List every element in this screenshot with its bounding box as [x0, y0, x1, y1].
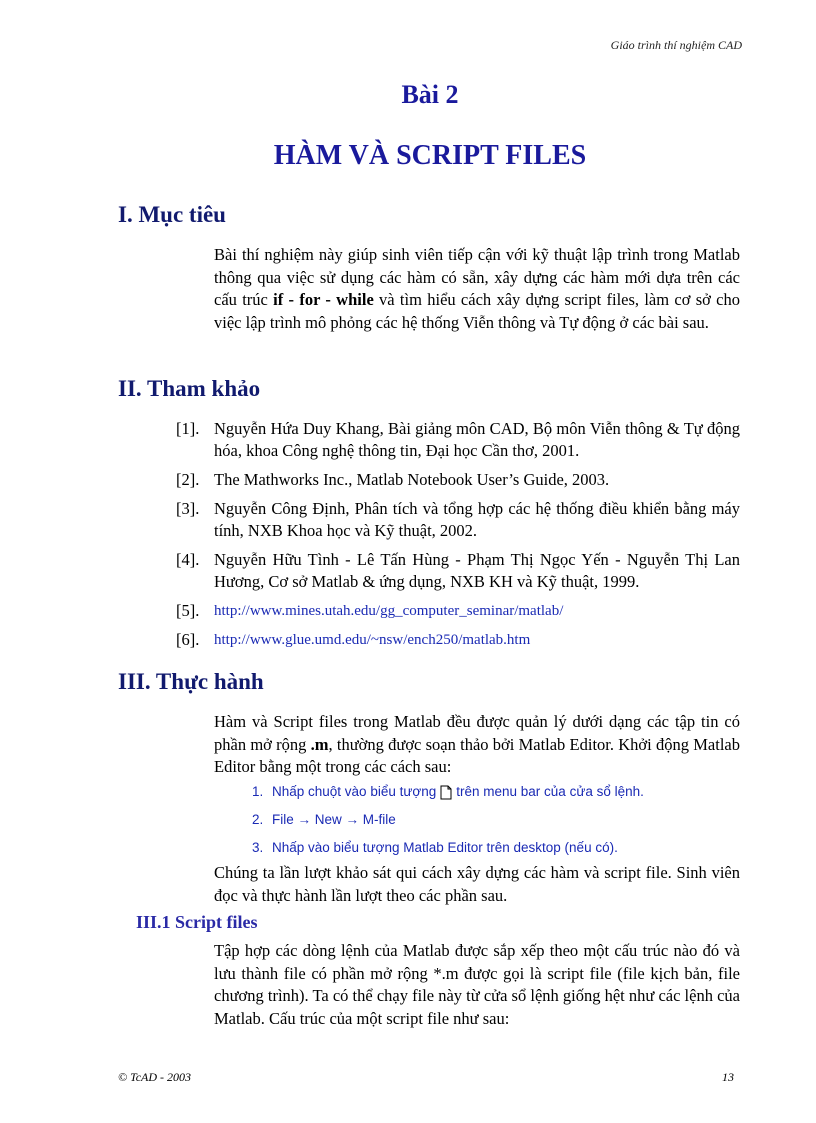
reference-item: [3]. Nguyễn Công Định, Phân tích và tổng hợp các hệ thống điều khiển bằng máy tính, NXB Khoa học và Kỹ thuật, 2002. — [176, 499, 740, 540]
script-files-paragraph: Tập hợp các dòng lệnh của Matlab được sắp xếp theo một cấu trúc nào đó và lưu thành file có phần mở rộng *.m được gọi là script file (file kịch bản, file chương trình). Ta có thể chạy file này từ cửa sổ lệnh giống hệt như các lệnh của Matlab. Cấu trúc của một script file như sau: — [214, 941, 740, 1028]
reference-item: [1]. Nguyễn Hứa Duy Khang, Bài giảng môn CAD, Bộ môn Viễn thông & Tự động hóa, khoa Công nghệ thông tin, Đại học Cần thơ, 2001. — [176, 419, 740, 460]
step-item: 2. File → New → M-file — [252, 812, 396, 827]
subsection-heading-script-files: III.1 Script files — [136, 912, 258, 932]
lesson-number: Bài 2 — [401, 80, 459, 109]
objectives-paragraph: Bài thí nghiệm này giúp sinh viên tiếp cận với kỹ thuật lập trình trong Matlab thông qua việc sử dụng các hàm có sẵn, xây dựng các hàm mới dựa trên các cấu trúc if - for - while và tìm hiểu cách xây dựng script files, làm cơ sở cho việc lập trình mô phỏng các hệ thống Viễn thông và Tự động ở các bài sau. — [214, 245, 740, 332]
editor-launch-steps — [252, 778, 742, 862]
footer-copyright: © TcAD - 2003 — [118, 1070, 192, 1084]
keyword-if-for-while: if - for - while — [273, 290, 374, 309]
reference-link[interactable]: http://www.mines.utah.edu/gg_computer_seminar/matlab/ — [214, 603, 564, 619]
section-heading-objectives: I. Mục tiêu — [118, 202, 226, 227]
practice-intro-paragraph: Hàm và Script files trong Matlab đều được quản lý dưới dạng các tập tin có phần mở rộng .m, thường được soạn thảo bởi Matlab Editor. Khởi động Matlab Editor bằng một trong các cách sau: — [214, 712, 740, 776]
reference-item: [5]. http://www.mines.utah.edu/gg_computer_seminar/matlab/ — [176, 600, 740, 622]
step-item: 1. Nhấp chuột vào biểu tượng trên menu bar của cửa sổ lệnh. — [252, 784, 644, 799]
file-extension: .m — [310, 734, 329, 754]
reference-link[interactable]: http://www.glue.umd.edu/~nsw/ench250/matlab.htm — [214, 632, 531, 648]
reference-item: [6]. http://www.glue.umd.edu/~nsw/ench250/matlab.htm — [176, 629, 740, 651]
new-m-file-icon — [440, 785, 452, 800]
step-item: 3. Nhấp vào biểu tượng Matlab Editor trên desktop (nếu có). — [252, 840, 618, 855]
running-header: Giáo trình thí nghiệm CAD — [610, 38, 742, 52]
reference-item: [2]. The Mathworks Inc., Matlab Notebook User’s Guide, 2003. — [176, 470, 610, 489]
section-heading-practice: III. Thực hành — [118, 669, 264, 694]
reference-list — [176, 418, 740, 658]
lesson-title: HÀM VÀ SCRIPT FILES — [273, 140, 587, 171]
section-heading-references: II. Tham khảo — [118, 376, 261, 401]
page-number: 13 — [722, 1070, 734, 1084]
practice-followup-paragraph: Chúng ta lần lượt khảo sát qui cách xây dựng các hàm và script file. Sinh viên đọc và thực hành lần lượt theo các phần sau. — [214, 863, 740, 905]
reference-item: [4]. Nguyễn Hữu Tình - Lê Tấn Hùng - Phạm Thị Ngọc Yến - Nguyễn Thị Lan Hương, Cơ sở Matlab & ứng dụng, NXB KH và Kỹ thuật, 1999. — [176, 550, 740, 591]
